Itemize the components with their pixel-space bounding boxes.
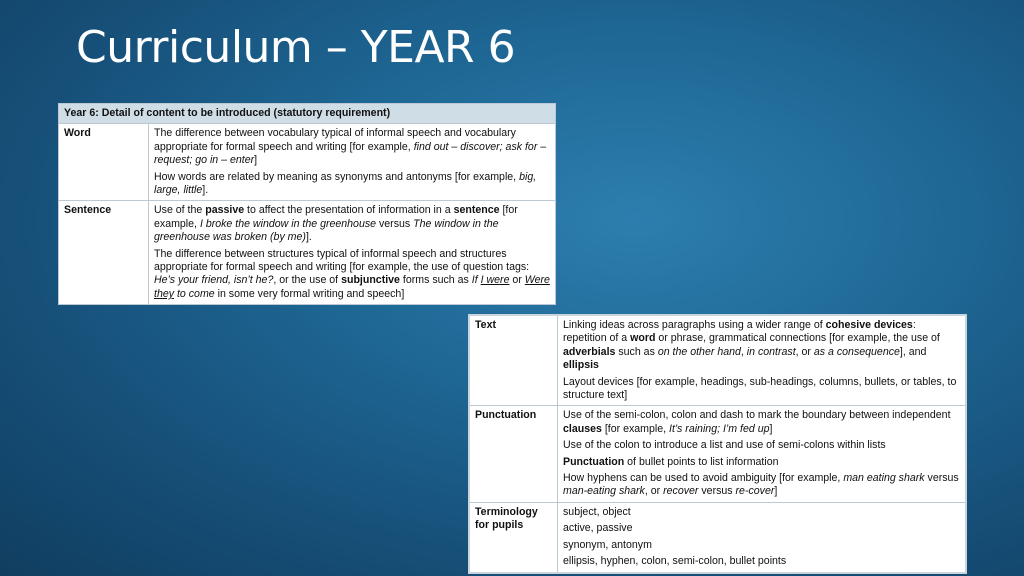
cell-paragraph — [563, 456, 960, 469]
text-run: How words are related by meaning as synonyms and antonyms [for example, — [154, 170, 520, 183]
cell-paragraph — [563, 539, 960, 552]
content-table-text-punctuation — [468, 314, 967, 574]
text-run: forms such as — [399, 274, 472, 287]
cell-paragraph — [563, 439, 960, 452]
text-run: versus — [376, 217, 414, 230]
row-content — [558, 406, 967, 502]
table-row — [469, 406, 966, 502]
cell-paragraph — [154, 127, 550, 167]
text-run: If — [471, 274, 481, 287]
text-run: versus — [924, 472, 959, 485]
text-run: The difference between vocabulary typical of informal speech and vocabulary appropriate for formal speech and writing [for example, — [154, 127, 516, 153]
text-run: man eating shark — [843, 472, 925, 485]
text-run: ellipsis — [563, 359, 599, 372]
text-run: to affect the presentation of information in a — [244, 204, 454, 217]
text-run: in some very formal writing and speech] — [214, 287, 405, 300]
cell-paragraph — [563, 522, 960, 535]
text-run: Use of the semi-colon, colon and dash to mark the boundary between independent — [563, 409, 951, 422]
text-run: man-eating shark — [563, 485, 645, 498]
text-run: ellipsis, hyphen, colon, semi-colon, bullet points — [563, 555, 787, 568]
text-run: to come — [174, 287, 215, 300]
row-label: Sentence — [59, 201, 149, 305]
text-run: sentence — [453, 204, 500, 217]
text-run: of bullet points to list information — [624, 455, 779, 468]
text-run: re-cover — [735, 485, 775, 498]
text-run: The window in the greenhouse was broken (by me) — [154, 217, 499, 244]
text-run: in contrast — [746, 345, 796, 358]
text-run: passive — [205, 204, 245, 217]
table-header: Year 6: Detail of content to be introduced (statutory requirement) — [59, 104, 556, 124]
cell-paragraph — [563, 472, 960, 499]
text-run: He’s your friend, isn’t he? — [154, 274, 274, 287]
text-run: synonym, antonym — [563, 538, 652, 551]
row-label: Word — [59, 124, 149, 201]
text-run: recover — [663, 485, 699, 498]
text-run: or phrase, grammatical connections [for example, the use of — [655, 332, 940, 345]
text-run: versus — [698, 485, 736, 498]
table-row — [469, 502, 966, 572]
cell-paragraph — [563, 506, 960, 519]
text-run: Layout devices [for example, headings, sub-headings, columns, bullets, or tables, to structure text] — [563, 375, 957, 402]
cell-paragraph — [563, 555, 960, 568]
text-run: Were they — [154, 274, 550, 300]
text-run: : repetition of a — [563, 319, 916, 345]
text-run: [for example, — [601, 422, 669, 435]
content-table-word-sentence — [58, 103, 556, 305]
text-run: I were — [480, 274, 510, 287]
text-run: Use of the — [154, 204, 206, 217]
text-run: , or the use of — [273, 274, 342, 287]
text-run: I broke the window in the greenhouse — [199, 217, 377, 230]
text-run: Linking ideas across paragraphs using a wider range of — [563, 319, 826, 331]
row-label: Punctuation — [469, 406, 558, 502]
text-run: word — [630, 332, 656, 345]
row-content — [558, 502, 967, 572]
text-run: as a consequence — [813, 345, 900, 358]
text-run: Punctuation — [563, 455, 625, 468]
text-run: clauses — [563, 422, 602, 435]
text-run: [for example, — [154, 204, 518, 230]
cell-paragraph — [563, 319, 960, 373]
text-run: subject, object — [563, 505, 631, 518]
table-row — [59, 124, 556, 201]
row-content — [558, 315, 967, 406]
table-row — [59, 201, 556, 305]
text-run: such as — [615, 345, 658, 358]
text-run: , or — [644, 485, 664, 498]
cell-paragraph — [154, 204, 550, 244]
table-row — [469, 315, 966, 406]
text-run: ]. — [305, 231, 312, 244]
cell-paragraph — [563, 409, 960, 436]
cell-paragraph — [563, 376, 960, 403]
text-run: adverbials — [563, 345, 616, 358]
text-run: ] — [769, 422, 773, 435]
text-run: ] — [774, 485, 778, 498]
text-run: cohesive devices — [825, 319, 913, 331]
text-run: How hyphens can be used to avoid ambiguity [for example, — [563, 472, 844, 485]
text-run: , — [740, 345, 747, 358]
slide-title: Curriculum – YEAR 6 — [76, 22, 516, 73]
text-run: ]. — [202, 184, 209, 197]
text-run: ] — [254, 154, 258, 167]
text-run: , or — [795, 345, 814, 358]
text-run: It’s raining; I’m fed up — [669, 422, 770, 435]
text-run: on the other hand — [657, 345, 741, 358]
row-label: Terminology for pupils — [469, 502, 558, 572]
text-run: big, large, little — [154, 170, 537, 197]
table-header-row — [59, 104, 556, 124]
text-run: The difference between structures typical of informal speech and structures appropriate for formal speech and writing [for example, the use of question tags: — [154, 247, 530, 274]
cell-paragraph — [154, 248, 550, 302]
text-run: active, passive — [563, 522, 633, 535]
text-run: subjunctive — [341, 274, 400, 287]
text-run: find out – discover; ask for – request; go in – enter — [154, 140, 547, 167]
text-run: ], and — [899, 345, 927, 358]
text-run: or — [509, 274, 525, 287]
row-label: Text — [469, 315, 558, 406]
row-content — [149, 201, 556, 305]
text-run: Use of the colon to introduce a list and use of semi-colons within lists — [563, 439, 886, 452]
row-content — [149, 124, 556, 201]
cell-paragraph — [154, 171, 550, 198]
